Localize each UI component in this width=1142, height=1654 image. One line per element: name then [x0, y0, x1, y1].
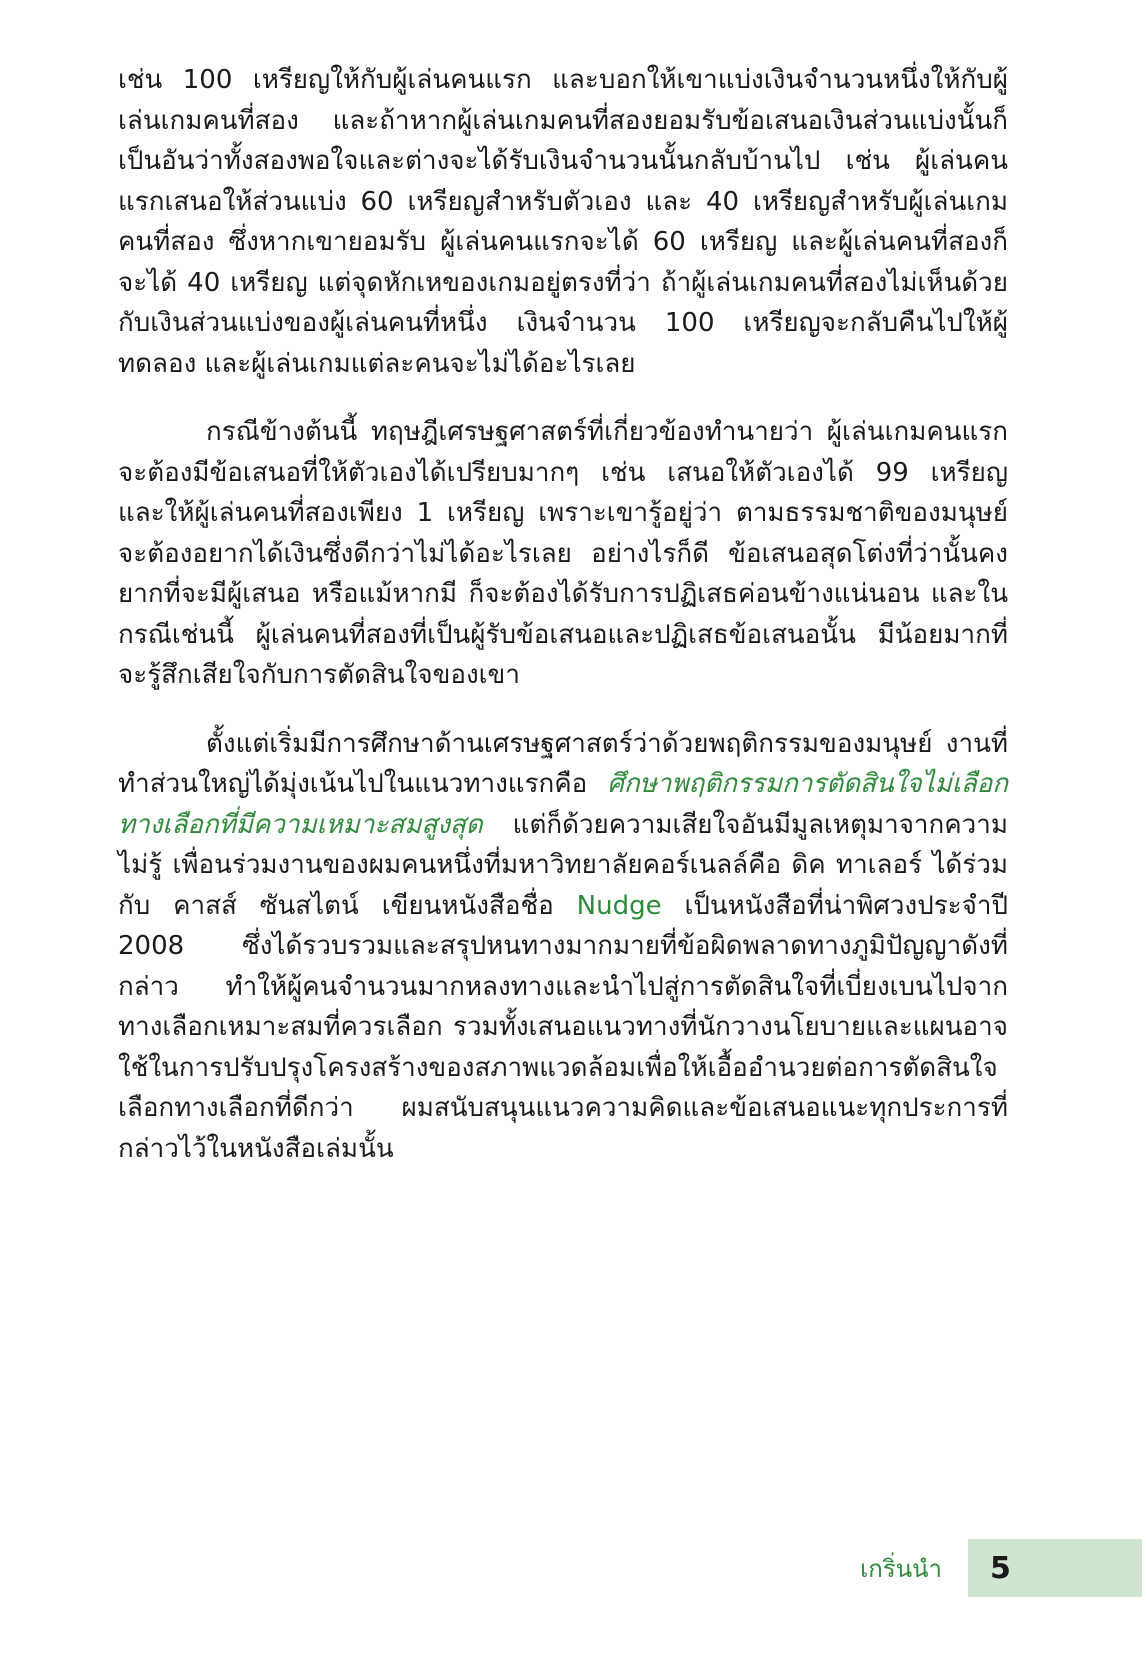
book-title-nudge: Nudge	[576, 890, 662, 921]
page-footer	[860, 1539, 1142, 1597]
paragraph-3	[118, 724, 1008, 1170]
paragraph-3-text-a: ตั้งแต่เริ่มมีการศึกษาด้านเศรษฐศาสตร์ว่าด้วยพฤติกรรมของมนุษย์ งานที่ทำส่วนใหญ่ได้มุ่งเน้นไปในแนวทางแรกคือ	[118, 728, 1008, 799]
page-body	[118, 60, 1008, 1169]
paragraph-1: เช่น 100 เหรียญให้กับผู้เล่นคนแรก และบอกให้เขาแบ่งเงินจำนวนหนึ่งให้กับผู้เล่นเกมคนที่สอง และถ้าหากผู้เล่นเกมคนที่สองยอมรับข้อเสนอเงินส่วนแบ่งนั้นก็เป็นอันว่าทั้งสองพอใจและต่างจะได้รับเงินจำนวนนั้นกลับบ้านไป เช่น ผู้เล่นคนแรกเสนอให้ส่วนแบ่ง 60 เหรียญสำหรับตัวเอง และ 40 เหรียญสำหรับผู้เล่นเกมคนที่สอง ซึ่งหากเขายอมรับ ผู้เล่นคนแรกจะได้ 60 เหรียญ และผู้เล่นคนที่สองก็จะได้ 40 เหรียญ แต่จุดหักเหของเกมอยู่ตรงที่ว่า ถ้าผู้เล่นเกมคนที่สองไม่เห็นด้วยกับเงินส่วนแบ่งของผู้เล่นคนที่หนึ่ง เงินจำนวน 100 เหรียญจะกลับคืนไปให้ผู้ทดลอง และผู้เล่นเกมแต่ละคนจะไม่ได้อะไรเลย	[118, 65, 1008, 379]
emphasized-phrase: ศึกษาพฤติกรรมการตัดสินใจไม่เลือกทางเลือกที่มีความเหมาะสมสูงสุด	[118, 769, 1008, 840]
paragraph-3-text-c: เป็นหนังสือที่น่าพิศวงประจำปี 2008 ซึ่งได้รวบรวมและสรุปหนทางมากมายที่ข้อผิดพลาดทางภูมิปัญญาดังที่กล่าว ทำให้ผู้คนจำนวนมากหลงทางและนำไปสู่การตัดสินใจที่เบี่ยงเบนไปจากทางเลือกเหมาะสมที่ควรเลือก รวมทั้งเสนอแนวทางที่นักวางนโยบายและแผนอาจใช้ในการปรับปรุงโครงสร้างของสภาพแวดล้อมเพื่อให้เอื้ออำนวยต่อการตัดสินใจเลือกทางเลือกที่ดีกว่า ผมสนับสนุนแนวความคิดและข้อเสนอแนะทุกประการที่กล่าวไว้ในหนังสือเล่มนั้น	[118, 890, 1008, 1164]
paragraph-3-text-b: แต่ก็ด้วยความเสียใจอันมีมูลเหตุมาจากความไม่รู้ เพื่อนร่วมงานของผมคนหนึ่งที่มหาวิทยาลัยคอร์เนลล์คือ ดิค ทาเลอร์ ได้ร่วมกับ คาสส์ ซันสไตน์ เขียนหนังสือชื่อ	[118, 809, 1008, 921]
section-label: เกริ่นนำ	[860, 1554, 942, 1583]
paragraph-2: กรณีข้างต้นนี้ ทฤษฎีเศรษฐศาสตร์ที่เกี่ยวข้องทำนายว่า ผู้เล่นเกมคนแรกจะต้องมีข้อเสนอที่ให้ตัวเองได้เปรียบมากๆ เช่น เสนอให้ตัวเองได้ 99 เหรียญ และให้ผู้เล่นคนที่สองเพียง 1 เหรียญ เพราะเขารู้อยู่ว่า ตามธรรมชาติของมนุษย์จะต้องอยากได้เงินซึ่งดีกว่าไม่ได้อะไรเลย อย่างไรก็ดี ข้อเสนอสุดโต่งที่ว่านั้นคงยากที่จะมีผู้เสนอ หรือแม้หากมี ก็จะต้องได้รับการปฏิเสธค่อนข้างแน่นอน และในกรณีเช่นนี้ ผู้เล่นคนที่สองที่เป็นผู้รับข้อเสนอและปฏิเสธข้อเสนอนั้น มีน้อยมากที่จะรู้สึกเสียใจกับการตัดสินใจของเขา	[118, 417, 1008, 690]
page-number-badge	[964, 1539, 1142, 1597]
page-number: 5	[990, 1550, 1011, 1586]
